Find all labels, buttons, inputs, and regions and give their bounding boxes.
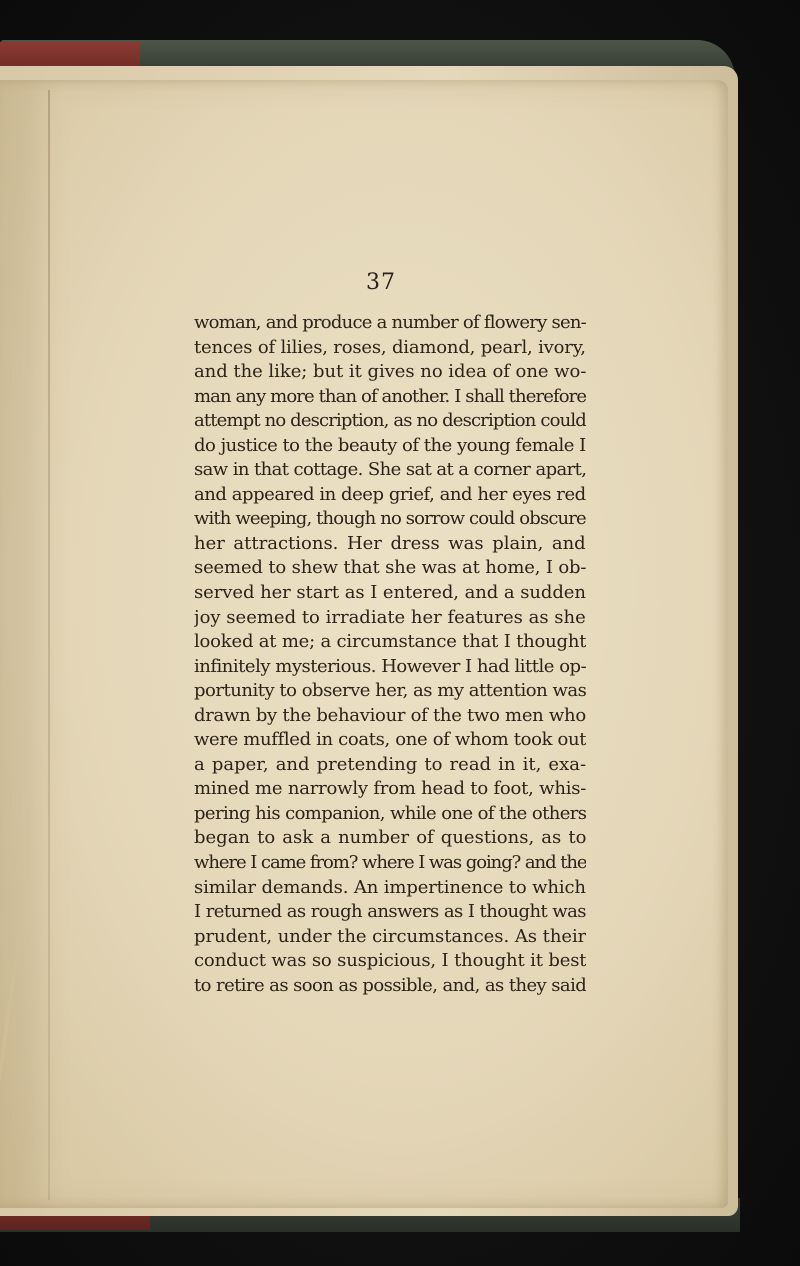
body-text (194, 311, 594, 998)
text-line: and the like; but it gives no idea of one wo- (194, 361, 586, 383)
text-line: were muffled in coats, one of whom took out (194, 729, 586, 751)
text-line: a paper, and pretending to read in it, exa- (194, 753, 586, 775)
text-line: to retire as soon as possible, and, as they said (194, 974, 586, 996)
text-line: and appeared in deep grief, and her eyes red (194, 483, 586, 505)
text-line: portunity to observe her, as my attention was (194, 680, 586, 702)
text-line: seemed to shew that she was at home, I ob- (194, 557, 586, 579)
text-line: woman, and produce a number of flowery sen- (194, 312, 586, 333)
text-line: served her start as I entered, and a sudden (194, 582, 586, 604)
text-line: pering his companion, while one of the others (194, 802, 586, 824)
text-line: mined me narrowly from head to foot, whis- (194, 778, 586, 800)
text-line: conduct was so suspicious, I thought it best (194, 950, 586, 972)
text-line: her attractions. Her dress was plain, and (194, 532, 586, 554)
text-line: began to ask a number of questions, as to (194, 827, 586, 849)
text-line: similar demands. An impertinence to which (194, 876, 586, 898)
text-line: where I came from? where I was going? and the (194, 852, 586, 874)
text-line: looked at me; a circumstance that I thought (194, 631, 586, 653)
text-line: saw in that cottage. She sat at a corner apart, (194, 459, 586, 481)
text-line: attempt no description, as no description could (194, 410, 586, 432)
text-line: I returned as rough answers as I thought was (194, 901, 586, 923)
text-line: do justice to the beauty of the young female I (194, 434, 586, 456)
page-number: 37 (366, 270, 396, 295)
text-line: drawn by the behaviour of the two men who (194, 704, 586, 726)
text-line: with weeping, though no sorrow could obscure (194, 508, 586, 530)
text-line: joy seemed to irradiate her features as she (194, 606, 586, 628)
text-line: tences of lilies, roses, diamond, pearl, ivory, (194, 336, 586, 358)
text-line: infinitely mysterious. However I had little op- (194, 655, 586, 677)
page-gutter (48, 90, 50, 1200)
text-line: prudent, under the circumstances. As their (194, 925, 586, 947)
text-line: man any more than of another. I shall therefore (194, 385, 586, 407)
